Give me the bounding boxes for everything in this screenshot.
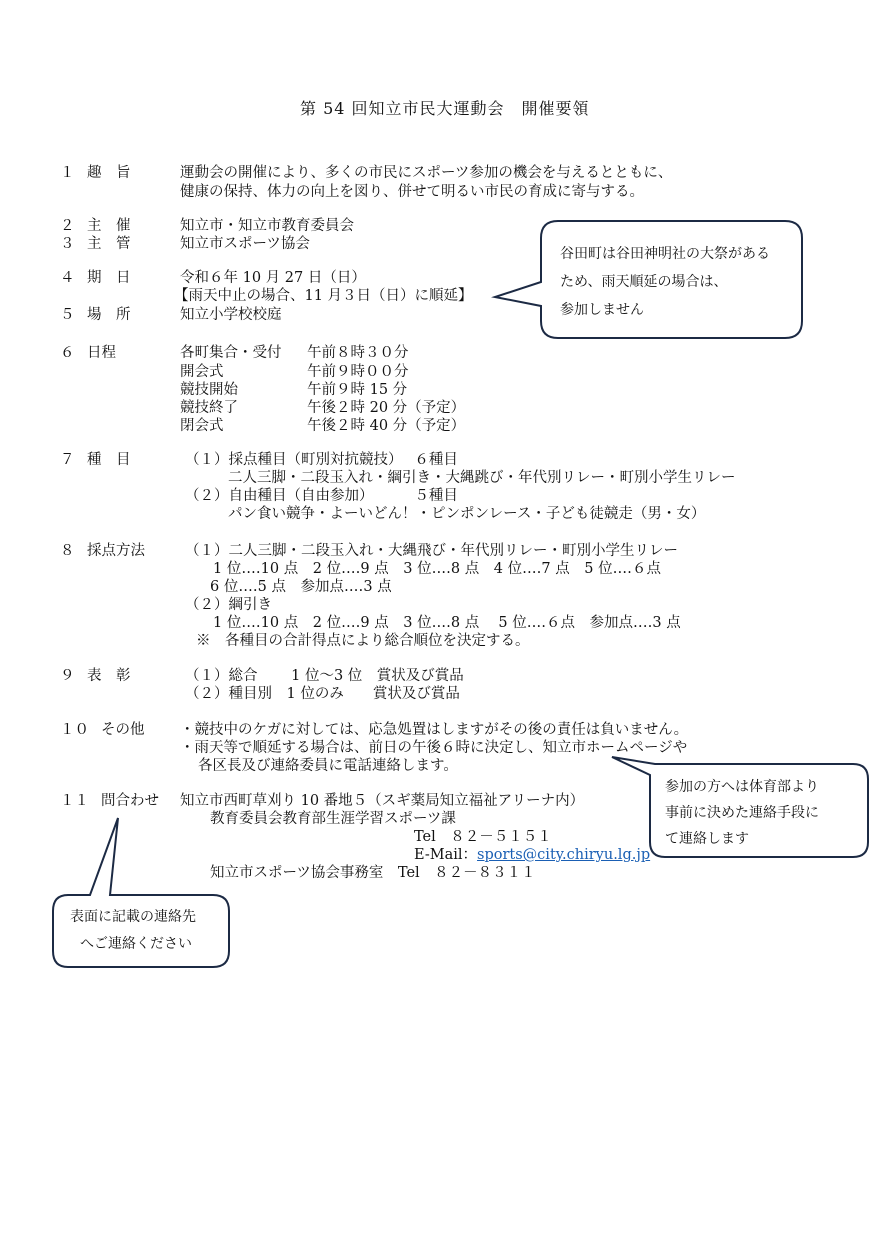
section-10-label: その他	[101, 722, 145, 738]
section-9-number: ９	[60, 668, 75, 684]
schedule-name: 競技開始	[180, 382, 238, 398]
section-7-line-3: （２）自由種目（自由参加） ５種目	[185, 488, 458, 504]
section-11-label: 問合わせ	[101, 793, 159, 809]
section-5-text: 知立小学校校庭	[180, 307, 282, 323]
schedule-time: 午後２時 40 分（予定）	[307, 418, 466, 434]
section-8-line-5: 1 位‥‥10 点 2 位‥‥9 点 3 位‥‥8 点 5 位‥‥６点 参加点‥‥3 点	[213, 615, 681, 631]
section-1-label: 趣 旨	[87, 165, 131, 181]
schedule-name: 競技終了	[180, 400, 238, 416]
callout-top-right-line-1: 谷田町は谷田神明社の大祭がある	[560, 246, 770, 262]
contact-tel-1: Tel ８２－５１５１	[414, 829, 552, 845]
callout-mid-right-line-3: て連絡します	[665, 831, 749, 847]
section-1-number: １	[60, 165, 75, 181]
schedule-time: 午前８時３０分	[307, 345, 409, 361]
section-1-line-2: 健康の保持、体力の向上を図り、併せて明るい市民の育成に寄与する。	[180, 184, 644, 200]
section-7-label: 種 目	[87, 452, 131, 468]
section-8-label: 採点方法	[87, 543, 145, 559]
contact-sports-association: 知立市スポーツ協会事務室 Tel ８２－８３１１	[210, 865, 536, 881]
section-2-number: ２	[60, 218, 75, 234]
section-10-line-2: ・雨天等で順延する場合は、前日の午後６時に決定し、知立市ホームページや	[180, 740, 688, 756]
schedule-name: 各町集合・受付	[180, 345, 282, 361]
section-6-number: ６	[60, 345, 75, 361]
section-8-line-1: （１）二人三脚・二段玉入れ・大縄飛び・年代別リレー・町別小学生リレー	[185, 543, 678, 559]
section-4-rain-note: 【雨天中止の場合、11 月３日（日）に順延】	[174, 288, 473, 304]
schedule-name: 開会式	[180, 364, 224, 380]
section-9-line-2: （２）種目別 1 位のみ 賞状及び賞品	[185, 686, 460, 702]
callout-top-right-line-3: 参加しません	[560, 302, 644, 318]
section-7-line-1: （１）採点種目（町別対抗競技） ６種目	[185, 452, 458, 468]
section-7-line-2: 二人三脚・二段玉入れ・綱引き・大縄跳び・年代別リレー・町別小学生リレー	[228, 470, 736, 486]
contact-email-row	[414, 845, 650, 865]
schedule-name: 閉会式	[180, 418, 224, 434]
section-3-number: ３	[60, 236, 75, 252]
section-6-label: 日程	[87, 345, 116, 361]
callout-mid-right-line-2: 事前に決めた連絡手段に	[665, 805, 819, 821]
section-11-number: １１	[60, 793, 89, 809]
schedule-time: 午前９時 15 分	[307, 382, 408, 398]
section-4-date: 令和６年 10 月 27 日（日）	[180, 270, 366, 286]
section-8-number: ８	[60, 543, 75, 559]
section-10-line-1: ・競技中のケガに対しては、応急処置はしますがその後の責任は負いません。	[180, 722, 689, 738]
callout-top-right-line-2: ため、雨天順延の場合は、	[560, 274, 728, 290]
email-label: E-Mail：	[414, 847, 478, 863]
section-8-line-2: 1 位‥‥10 点 2 位‥‥9 点 3 位‥‥8 点 4 位‥‥7 点 5 位‥‥６点	[213, 561, 661, 577]
section-3-label: 主 管	[87, 236, 131, 252]
section-5-number: ５	[60, 307, 75, 323]
section-7-line-4: パン食い競争・よーいどん！・ピンポンレース・子ども徒競走（男・女）	[228, 506, 706, 522]
page-title: 第 54 回知立市民大運動会 開催要領	[300, 99, 590, 118]
section-7-number: ７	[60, 452, 75, 468]
contact-department: 教育委員会教育部生涯学習スポーツ課	[210, 811, 456, 827]
section-3-text: 知立市スポーツ協会	[180, 236, 310, 252]
schedule-time: 午前９時００分	[307, 364, 409, 380]
section-10-line-3: 各区長及び連絡委員に電話連絡します。	[198, 758, 458, 774]
section-8-line-4: （２）綱引き	[185, 597, 272, 613]
section-10-number: １０	[60, 722, 89, 738]
section-8-line-3: 6 位‥‥5 点 参加点‥‥3 点	[210, 579, 392, 595]
section-9-line-1: （１）総合 1 位～3 位 賞状及び賞品	[185, 668, 464, 684]
callout-bottom-left-line-1: 表面に記載の連絡先	[70, 909, 196, 925]
schedule-time: 午後２時 20 分（予定）	[307, 400, 466, 416]
section-4-label: 期 日	[87, 270, 131, 286]
section-4-number: ４	[60, 270, 75, 286]
contact-address: 知立市西町草刈り 10 番地５（スギ薬局知立福祉アリーナ内）	[180, 793, 585, 809]
callout-bottom-left-line-2: へご連絡ください	[80, 936, 192, 952]
section-2-label: 主 催	[87, 218, 131, 234]
section-1-line-1: 運動会の開催により、多くの市民にスポーツ参加の機会を与えるとともに、	[180, 165, 673, 181]
email-link[interactable]: sports@city.chiryu.lg.jp	[477, 847, 651, 863]
callout-mid-right-line-1: 参加の方へは体育部より	[665, 779, 819, 795]
section-5-label: 場 所	[87, 307, 131, 323]
section-8-line-6: ※ 各種目の合計得点により総合順位を決定する。	[196, 633, 530, 649]
section-9-label: 表 彰	[87, 668, 131, 684]
section-2-text: 知立市・知立市教育委員会	[180, 218, 354, 234]
